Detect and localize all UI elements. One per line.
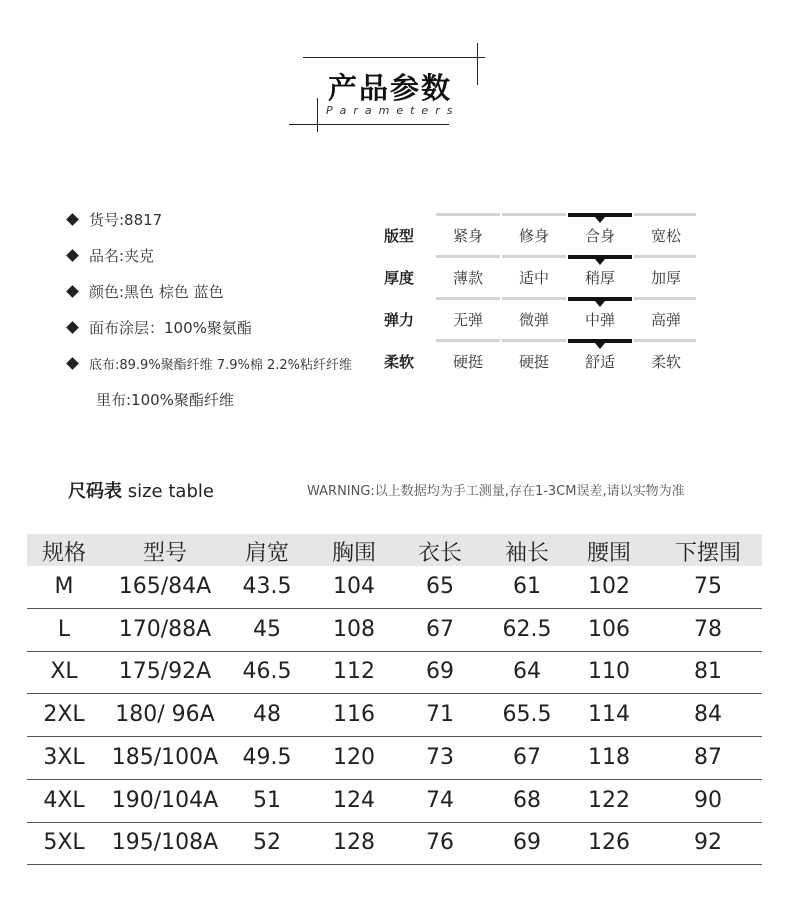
option-bar	[634, 255, 696, 258]
table-cell: 118	[588, 744, 630, 770]
option-bar	[502, 213, 566, 216]
table-header-cell: 袖长	[504, 541, 549, 566]
table-cell: 68	[513, 787, 541, 813]
table-header-cell: 规格	[41, 541, 86, 566]
table-cell: 71	[426, 702, 454, 728]
table-cell: 74	[426, 787, 454, 813]
table-header-cell: 衣长	[417, 541, 462, 566]
size-table-warning: WARNING:以上数据均为手工测量,存在1-3CM误差,请以实物为准	[307, 484, 685, 499]
table-header-cell: 肩宽	[244, 541, 289, 566]
table-row	[27, 780, 762, 823]
table-cell: 51	[253, 787, 281, 813]
table-cell: L	[57, 616, 71, 642]
table-cell: 102	[588, 574, 630, 599]
attribute-option: 硬挺	[452, 353, 483, 371]
table-cell: 73	[426, 744, 454, 770]
table-cell: 64	[513, 659, 541, 685]
table-cell: 195/108A	[111, 830, 219, 856]
table-cell: 124	[333, 787, 375, 813]
attribute-row	[378, 210, 708, 250]
size-table-title-en: size table	[127, 481, 214, 502]
spec-item-article	[66, 206, 162, 232]
page-title: 产品参数	[328, 71, 453, 105]
attribute-label: 弹力	[384, 311, 415, 329]
table-header-cell: 腰围	[586, 541, 631, 566]
header-line-left	[317, 98, 318, 132]
spec-label: 里布:100%聚酯纤维	[96, 390, 234, 409]
option-bar	[502, 297, 566, 300]
table-cell: 81	[694, 659, 722, 685]
selected-arrow-icon	[595, 217, 605, 223]
spec-item-lining	[66, 386, 234, 412]
diamond-icon	[66, 357, 79, 370]
table-cell: 108	[333, 616, 375, 642]
table-row	[27, 651, 762, 694]
table-cell: 65.5	[502, 702, 552, 728]
option-bar	[436, 297, 500, 300]
option-bar	[502, 339, 566, 342]
size-table-title	[68, 477, 214, 503]
table-cell: 48	[253, 702, 281, 728]
table-cell: 46.5	[242, 659, 292, 685]
option-bar	[436, 213, 500, 216]
header-line-top	[303, 57, 485, 58]
table-cell: 65	[426, 574, 454, 599]
table-cell: 175/92A	[118, 659, 212, 685]
spec-label: 品名:夹克	[89, 246, 155, 265]
table-cell: 84	[694, 702, 722, 728]
header-line-bottom	[289, 124, 449, 125]
option-bar	[502, 255, 566, 258]
table-header-cell: 胸围	[331, 541, 376, 566]
table-header	[27, 534, 762, 566]
table-cell: 45	[253, 616, 281, 642]
table-cell: 49.5	[242, 744, 292, 770]
table-cell: 92	[694, 830, 722, 856]
parameters-header	[0, 0, 790, 140]
table-cell: 112	[333, 659, 375, 685]
spec-item-base-fabric	[66, 350, 352, 376]
table-cell: 3XL	[43, 744, 85, 770]
table-cell: 67	[426, 616, 454, 642]
attribute-option: 无弹	[452, 311, 483, 329]
table-cell: 4XL	[43, 787, 85, 813]
table-cell: 126	[588, 830, 630, 856]
table-cell: 180/ 96A	[115, 702, 215, 728]
attribute-option: 宽松	[650, 227, 681, 245]
spec-label: 面布涂层：100%聚氨酯	[89, 318, 252, 337]
attribute-option: 中弹	[584, 311, 615, 329]
table-header-cell: 型号	[142, 541, 187, 566]
selected-arrow-icon	[595, 301, 605, 307]
table-row	[27, 609, 762, 652]
table-cell: 76	[426, 830, 454, 856]
table-cell: 120	[333, 744, 375, 770]
attribute-label: 柔软	[384, 353, 415, 371]
attribute-option: 舒适	[584, 353, 615, 371]
table-cell: 62.5	[502, 616, 552, 642]
table-cell: 52	[253, 830, 281, 856]
attribute-row	[378, 336, 708, 376]
attribute-option: 薄款	[452, 269, 483, 287]
table-cell: 116	[333, 702, 375, 728]
table-cell: 69	[513, 830, 541, 856]
table-cell: XL	[50, 659, 78, 685]
attribute-option: 合身	[584, 227, 615, 245]
option-bar	[634, 297, 696, 300]
table-cell: 75	[694, 574, 722, 599]
option-bar	[436, 255, 500, 258]
selected-arrow-icon	[595, 343, 605, 349]
table-cell: 110	[588, 659, 630, 685]
attribute-option: 加厚	[650, 269, 681, 287]
attribute-option: 修身	[518, 227, 549, 245]
table-cell: 67	[513, 744, 541, 770]
option-bar	[634, 339, 696, 342]
table-cell: 122	[588, 787, 630, 813]
option-bar	[436, 339, 500, 342]
header-line-right	[477, 43, 478, 85]
table-header-cell: 下摆围	[674, 541, 741, 566]
spec-item-name	[66, 242, 154, 268]
diamond-icon	[66, 285, 79, 298]
attribute-option: 硬挺	[518, 353, 549, 371]
spec-item-coating	[66, 314, 252, 340]
table-row	[27, 694, 762, 737]
table-cell: 5XL	[43, 830, 85, 856]
attribute-label: 厚度	[384, 269, 415, 287]
spec-item-color	[66, 278, 224, 304]
table-row	[27, 822, 762, 865]
table-cell: 78	[694, 616, 722, 642]
table-cell: 170/88A	[118, 616, 212, 642]
table-cell: 69	[426, 659, 454, 685]
table-row	[27, 737, 762, 780]
table-cell: 114	[588, 702, 630, 728]
table-cell: 106	[588, 616, 630, 642]
spec-label: 底布:89.9%聚酯纤维 7.9%棉 2.2%粘纤纤维	[89, 357, 352, 373]
attribute-option: 适中	[518, 269, 549, 287]
table-cell: 185/100A	[111, 744, 219, 770]
size-table-title-cn: 尺码表	[68, 481, 122, 502]
option-bar	[634, 213, 696, 216]
attribute-option: 紧身	[452, 227, 483, 245]
table-cell: 190/104A	[111, 787, 219, 813]
attribute-label: 版型	[384, 227, 415, 245]
table-cell: 61	[513, 574, 541, 599]
diamond-icon	[66, 321, 79, 334]
attribute-row	[378, 294, 708, 334]
table-cell: 43.5	[242, 574, 292, 599]
table-cell: 87	[694, 744, 722, 770]
table-cell: 2XL	[43, 702, 85, 728]
spec-label: 颜色:黑色 棕色 蓝色	[89, 282, 224, 301]
attribute-option: 柔软	[650, 353, 681, 371]
table-cell: 104	[333, 574, 375, 599]
table-cell: 90	[694, 787, 722, 813]
page-subtitle: Parameters	[326, 104, 460, 117]
spec-label: 货号:8817	[89, 210, 163, 229]
table-cell: 128	[333, 830, 375, 856]
table-row	[27, 566, 762, 609]
attribute-option: 微弹	[518, 311, 549, 329]
attribute-option: 高弹	[650, 311, 681, 329]
table-cell: M	[54, 574, 74, 599]
table-cell: 165/84A	[118, 574, 212, 599]
selected-arrow-icon	[595, 259, 605, 265]
attribute-row	[378, 252, 708, 292]
diamond-icon	[66, 213, 79, 226]
attribute-option: 稍厚	[584, 269, 615, 287]
diamond-icon	[66, 249, 79, 262]
